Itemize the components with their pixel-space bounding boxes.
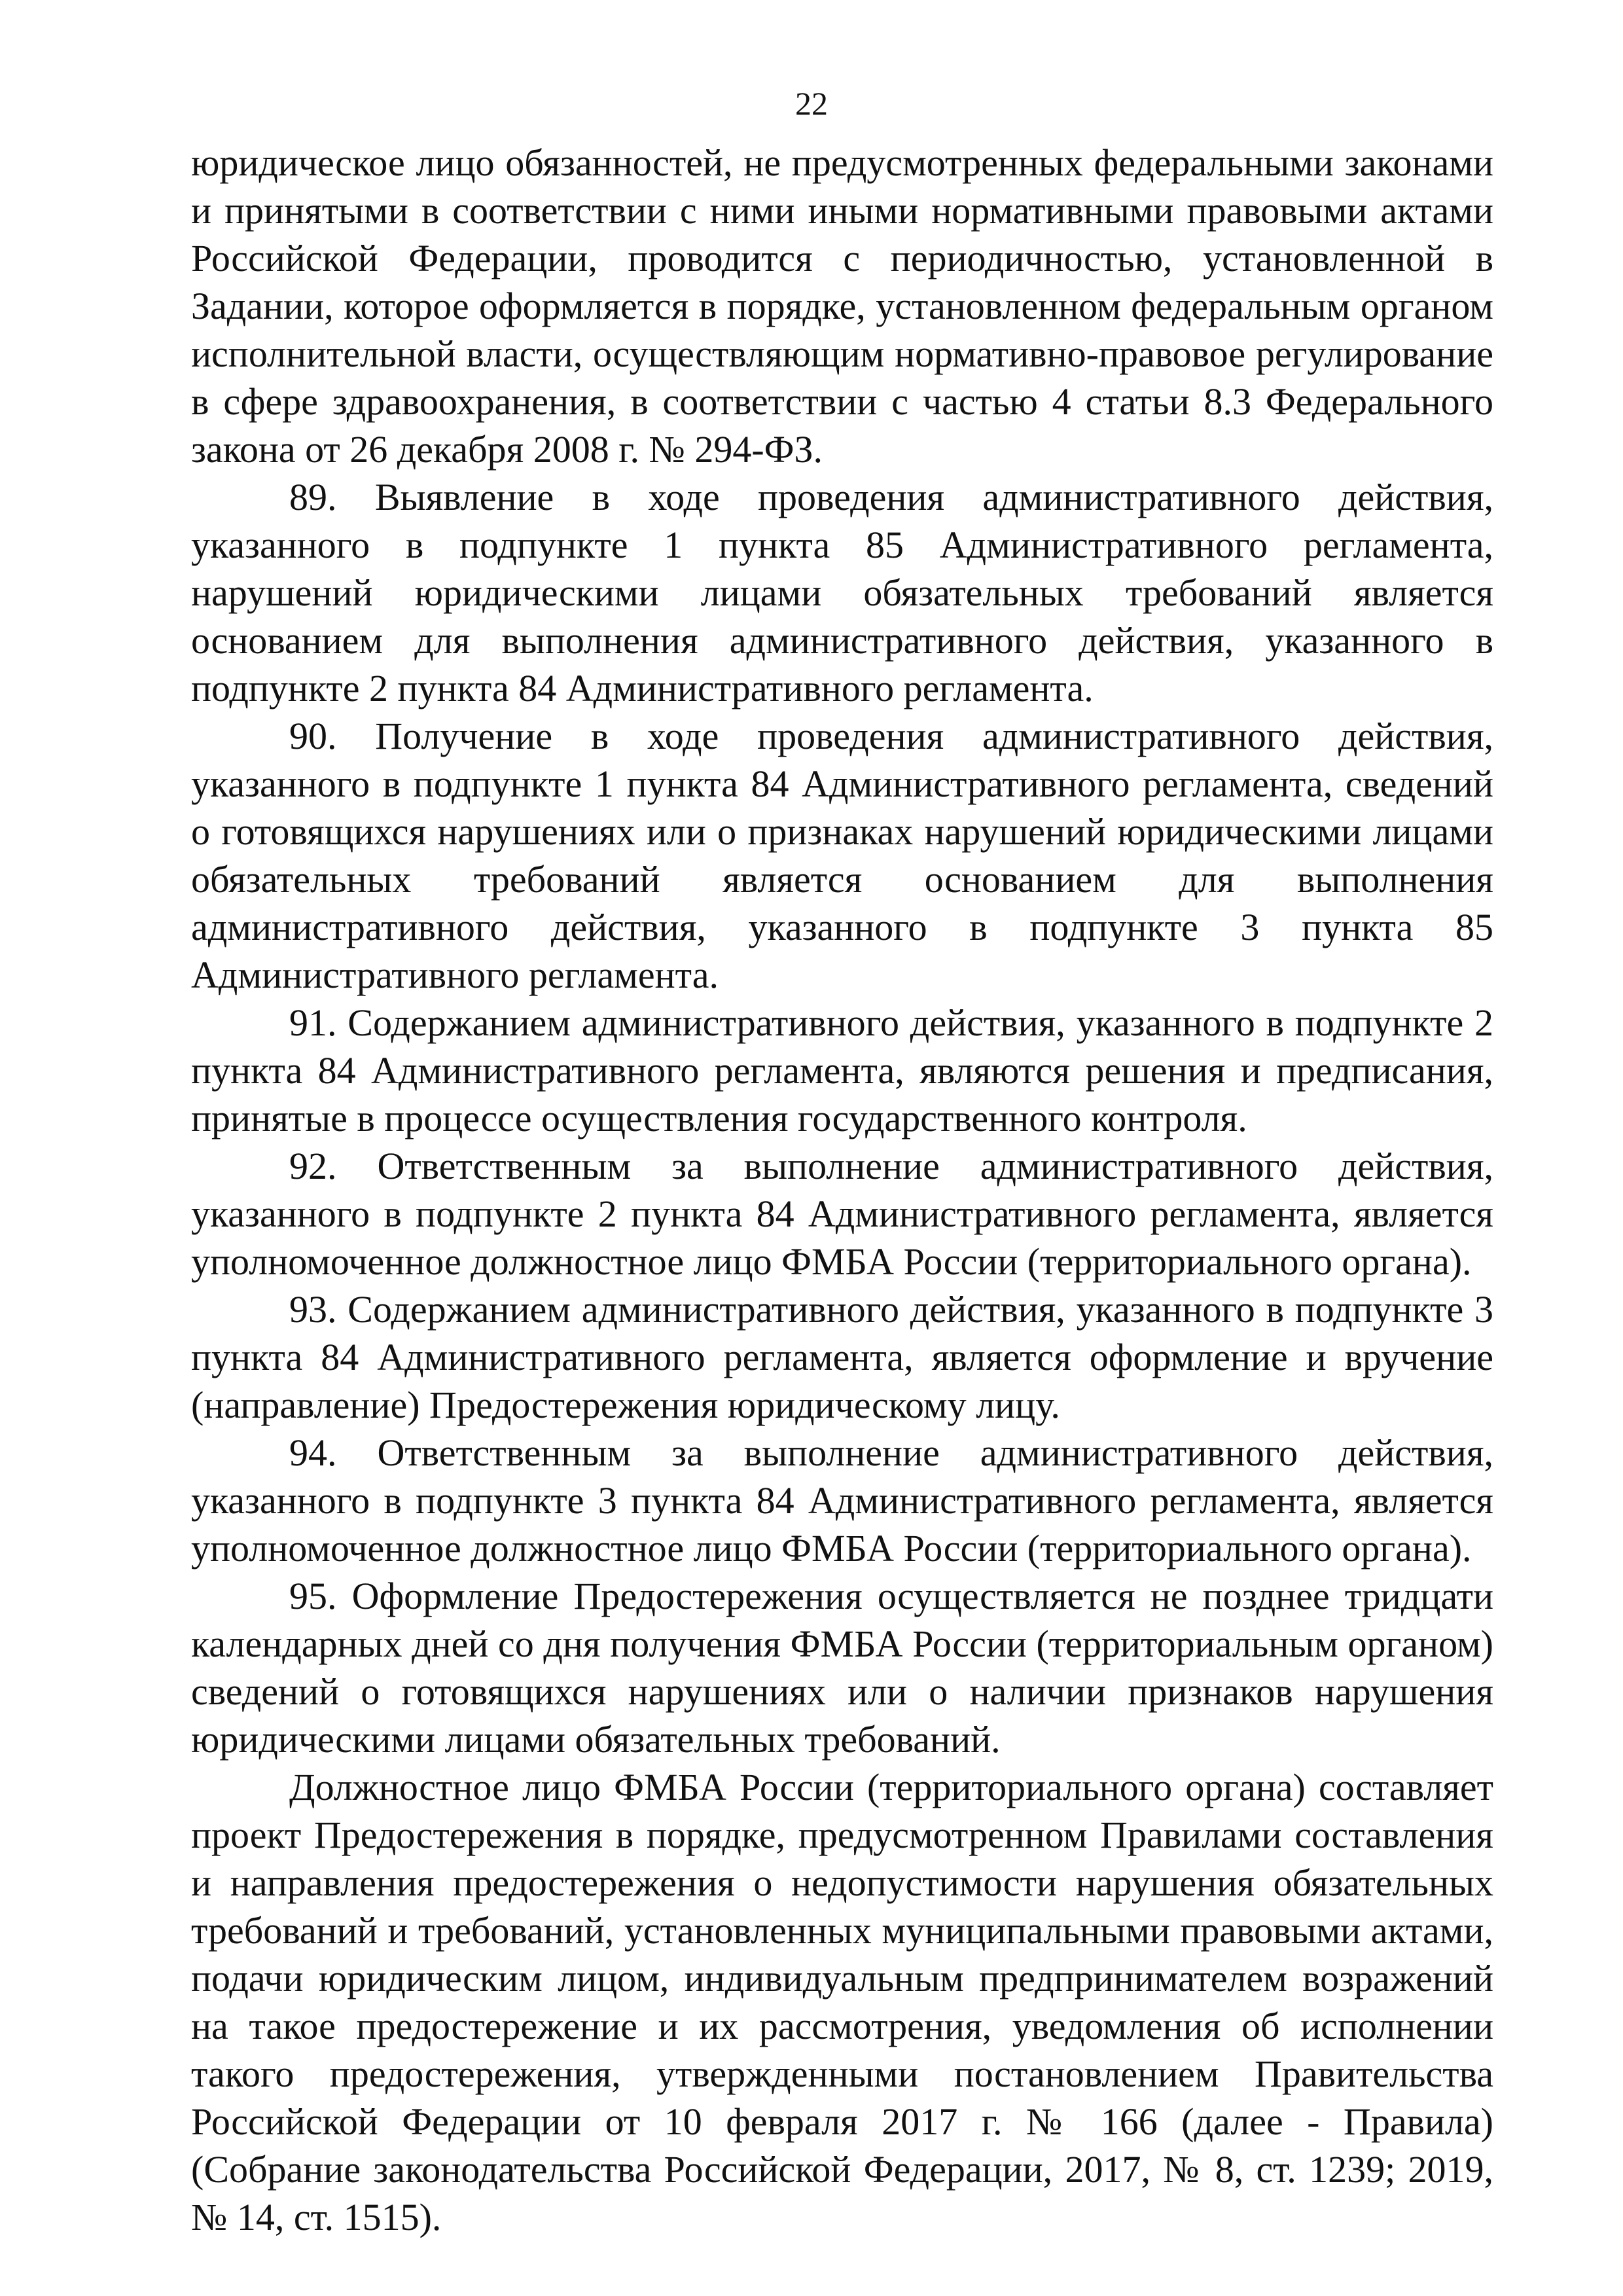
paragraph-94: 94. Ответственным за выполнение административного действия, указанного в подпункте 3 пункта 84 Административного регламента, является уполномоченное должностное лицо ФМБА России (территориального органа). bbox=[191, 1431, 1493, 1570]
paragraph-continuation: юридическое лицо обязанностей, не предусмотренных федеральными законами и принятыми в соответствии с ними иными нормативными правовыми актами Российской Федерации, проводится с периодичностью, установленной в Задании, которое оформляется в порядке, установленном федеральным органом исполнительной власти, осуществляющим нормативно-правовое регулирование в сфере здравоохранения, в соответствии с частью 4 статьи 8.3 Федерального закона от 26 декабря 2008 г. № 294-ФЗ. bbox=[191, 141, 1493, 471]
paragraph-official-draft: Должностное лицо ФМБА России (территориального органа) составляет проект Предостережения в порядке, предусмотренном Правилами составления и направления предостережения о недопустимости нарушения обязательных требований и требований, установленных муниципальными правовыми актами, подачи юридическим лицом, индивидуальным предпринимателем возражений на такое предостережение и их рассмотрения, уведомления об исполнении такого предостережения, утвержденными постановлением Правительства Российской Федерации от 10 февраля 2017 г. № 166 (далее - Правила) (Собрание законодательства Российской Федерации, 2017, № 8, ст. 1239; 2019, № 14, ст. 1515). bbox=[191, 1766, 1493, 2238]
paragraph-91: 91. Содержанием административного действия, указанного в подпункте 2 пункта 84 Административного регламента, являются решения и предписания, принятые в процессе осуществления государственного контроля. bbox=[191, 1001, 1493, 1139]
page-number: 22 bbox=[795, 85, 828, 122]
paragraph-95: 95. Оформление Предостережения осуществляется не позднее тридцати календарных дней со дня получения ФМБА России (территориальным органом) сведений о готовящихся нарушениях или о наличии признаков нарушения юридическими лицами обязательных требований. bbox=[191, 1575, 1493, 1761]
document-body bbox=[191, 139, 1493, 2241]
paragraph-89: 89. Выявление в ходе проведения административного действия, указанного в подпункте 1 пункта 85 Административного регламента, нарушений юридическими лицами обязательных требований является основанием для выполнения административного действия, указанного в подпункте 2 пункта 84 Административного регламента. bbox=[191, 476, 1493, 709]
paragraph-90: 90. Получение в ходе проведения административного действия, указанного в подпункте 1 пункта 84 Административного регламента, сведений о готовящихся нарушениях или о признаках нарушений юридическими лицами обязательных требований является основанием для выполнения административного действия, указанного в подпункте 3 пункта 85 Административного регламента. bbox=[191, 715, 1493, 996]
paragraph-92: 92. Ответственным за выполнение административного действия, указанного в подпункте 2 пункта 84 Административного регламента, является уполномоченное должностное лицо ФМБА России (территориального органа). bbox=[191, 1145, 1493, 1283]
paragraph-93: 93. Содержанием административного действия, указанного в подпункте 3 пункта 84 Административного регламента, является оформление и вручение (направление) Предостережения юридическому лицу. bbox=[191, 1288, 1493, 1426]
